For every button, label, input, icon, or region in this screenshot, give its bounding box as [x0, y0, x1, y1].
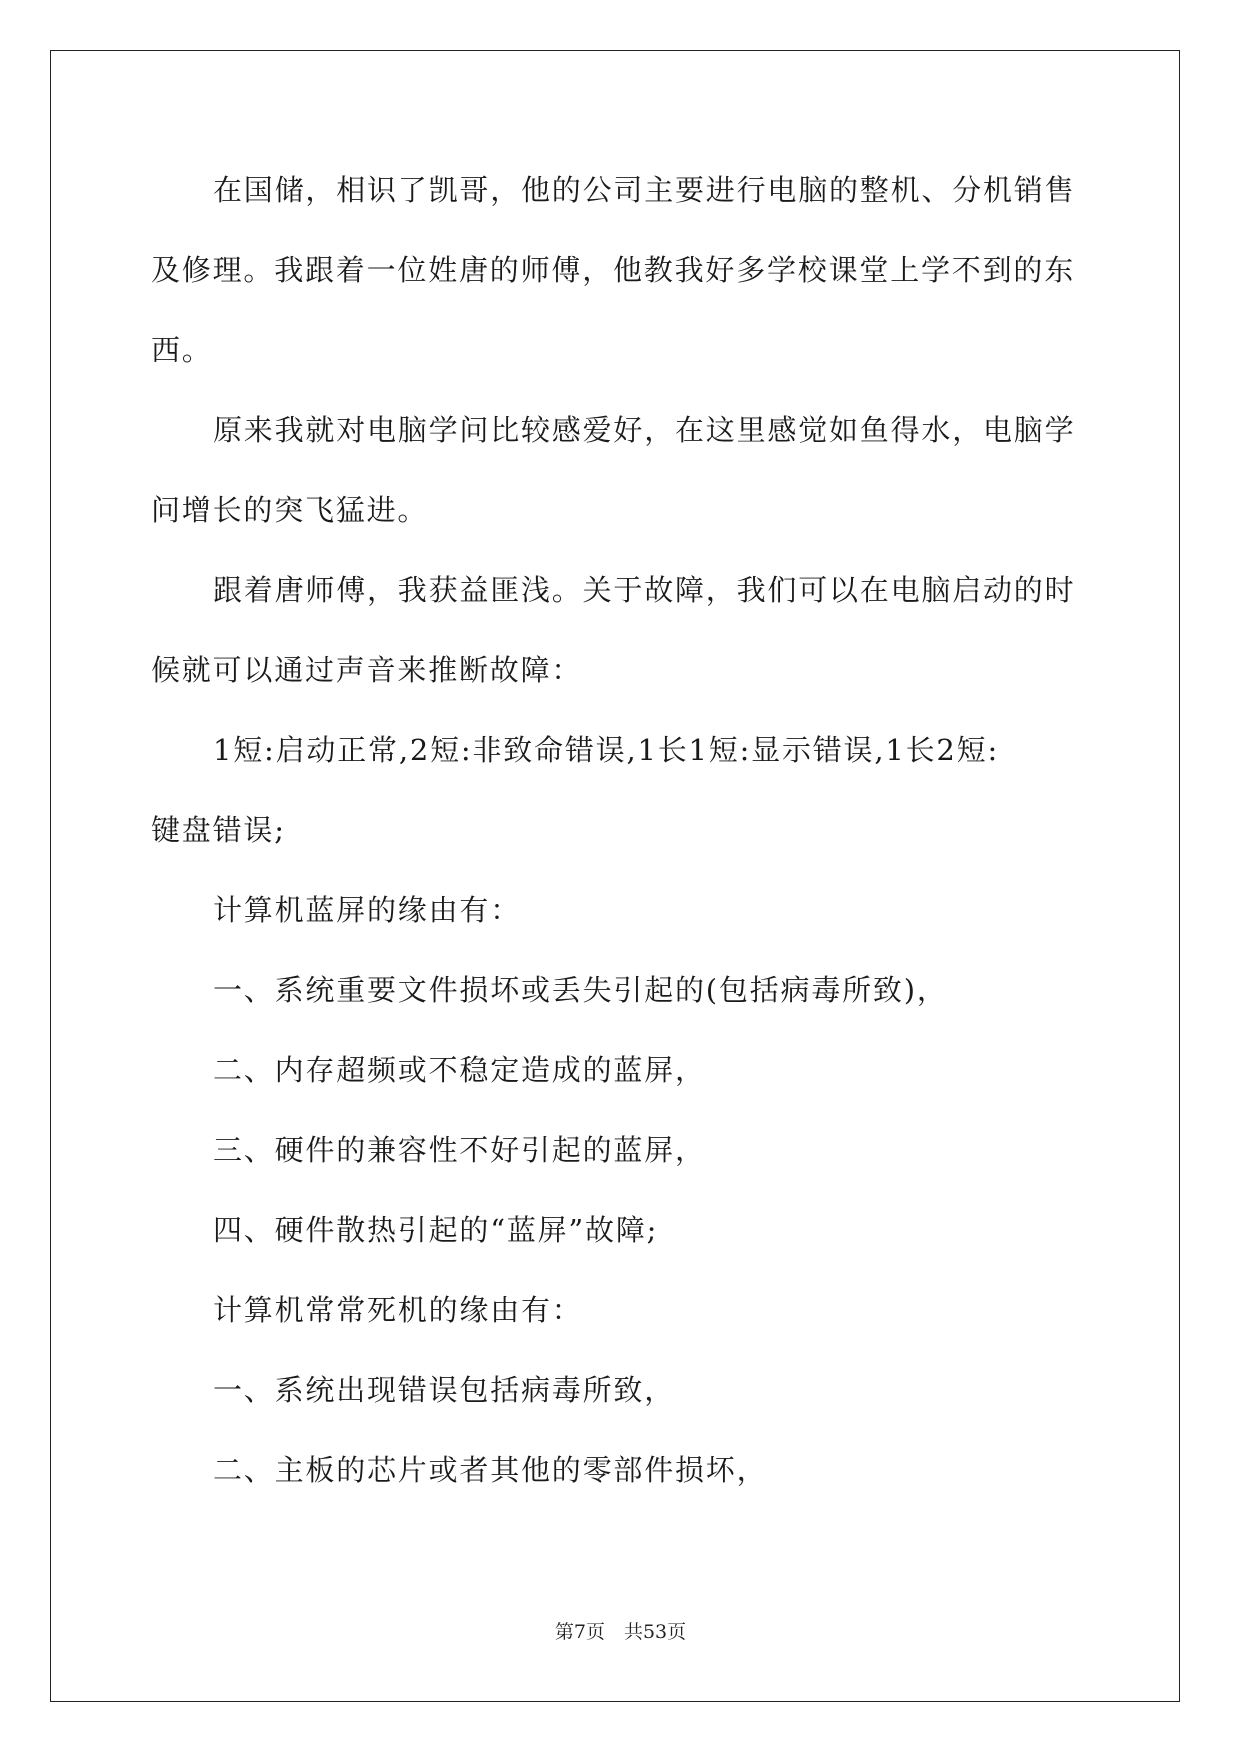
document-body: [151, 160, 1081, 1520]
page-number-footer: 第7页 共53页: [554, 1621, 687, 1643]
list-item: 二、内存超频或不稳定造成的蓝屏，: [213, 1053, 706, 1087]
section-heading: 计算机常常死机的缘由有：: [213, 1293, 583, 1327]
paragraph-line: 键盘错误;: [151, 813, 286, 847]
paragraph-line: 西。: [151, 333, 213, 367]
paragraph-line: 跟着唐师傅，我获益匪浅。关于故障，我们可以在电脑启动的时: [213, 573, 1076, 607]
paragraph-line: 候就可以通过声音来推断故障：: [151, 653, 583, 687]
paragraph-line: 及修理。我跟着一位姓唐的师傅，他教我好多学校课堂上学不到的东: [151, 253, 1076, 287]
paragraph-line: 在国储，相识了凯哥，他的公司主要进行电脑的整机、分机销售: [213, 173, 1076, 207]
list-item: 三、硬件的兼容性不好引起的蓝屏，: [213, 1133, 706, 1167]
list-item: 一、系统重要文件损坏或丢失引起的(包括病毒所致)，: [213, 973, 948, 1007]
list-item: 一、系统出现错误包括病毒所致，: [213, 1373, 676, 1407]
paragraph-line: 原来我就对电脑学问比较感爱好，在这里感觉如鱼得水，电脑学: [213, 413, 1076, 447]
section-heading: 计算机蓝屏的缘由有：: [213, 893, 522, 927]
paragraph-line: 问增长的突飞猛进。: [151, 493, 429, 527]
list-item: 四、硬件散热引起的“蓝屏”故障;: [213, 1213, 659, 1247]
paragraph-line: 1短:启动正常,2短:非致命错误,1长1短:显示错误,1长2短:: [213, 733, 1000, 767]
list-item: 二、主板的芯片或者其他的零部件损坏，: [213, 1453, 768, 1487]
